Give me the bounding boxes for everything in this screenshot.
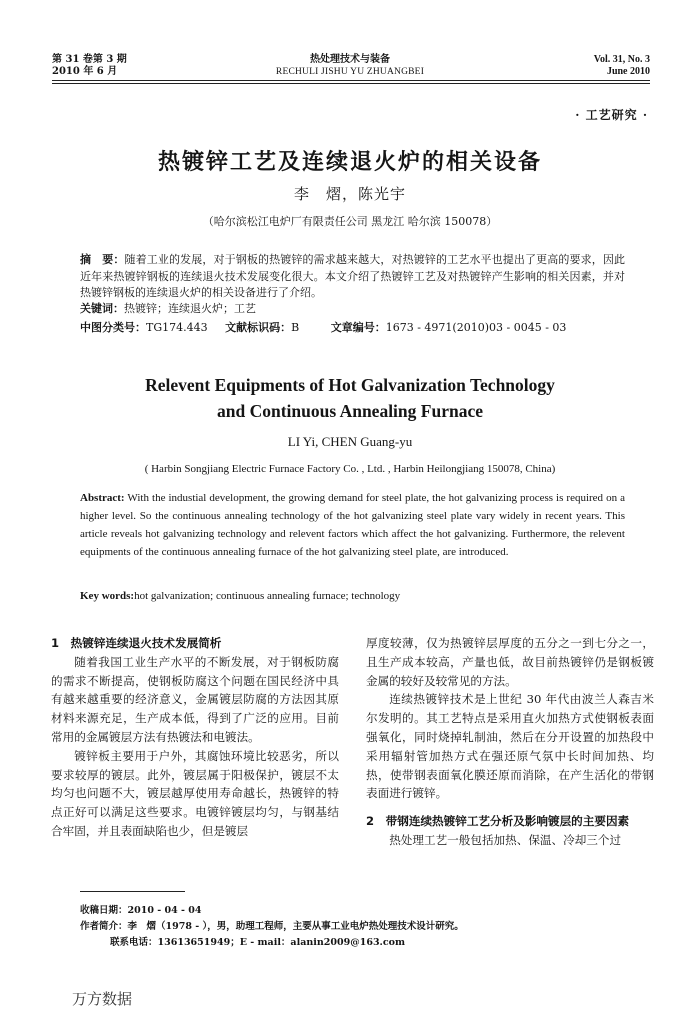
volume-issue-en: Vol. 31, No. 3	[593, 54, 650, 65]
abstract-en-label: Abstract:	[80, 492, 125, 504]
article-title-en-line2: and Continuous Annealing Furnace	[217, 401, 483, 421]
section-2-heading: 2 带钢连续热镀锌工艺分析及影响镀层的主要因素	[366, 814, 630, 829]
section-1-paragraph-1: 随着我国工业生产水平的不断发展，对于钢板防腐的需求不断提高，使钢板防腐这个问题在国民经济中具有越来越重要的经济意义，金属镀层防腐的方法因其原材料来源充足，生产成本低，得到了广泛的应用。目前常用的金属镀层方法有热镀法和电镀法。	[51, 654, 339, 744]
authors-en: LI Yi, CHEN Guang-yu	[287, 434, 413, 449]
footnote-contact: 联系电话：13613651949；E - mail：alanin2009@163.com	[110, 937, 406, 948]
abstract-zh	[80, 252, 625, 302]
article-title-en	[0, 372, 700, 424]
abstract-en	[80, 489, 625, 561]
footnote-received: 收稿日期：2010 - 04 - 04	[80, 905, 202, 916]
article-number-value: 1673 - 4971(2010)03 - 0045 - 03	[385, 321, 567, 334]
article-title-zh: 热镀锌工艺及连续退火炉的相关设备	[157, 150, 542, 175]
article-number-label: 文章编号：	[330, 321, 386, 334]
issue-date-en: June 2010	[606, 66, 650, 77]
section-1-paragraph-2-continued: 厚度较薄，仅为热镀锌层厚度的五分之一到七分之一，且生产成本较高，产量也低，故目前热镀锌仍是钢板镀金属的较好及较常见的方法。	[366, 636, 654, 688]
keywords-zh-text: 热镀锌；连续退火炉；工艺	[124, 302, 256, 315]
clc-value: TG174.443	[146, 321, 208, 334]
journal-name-zh: 热处理技术与装备	[310, 54, 390, 65]
keywords-en-text: hot galvanization; continuous annealing furnace; technology	[134, 590, 401, 602]
clc-label: 中图分类号：	[80, 321, 146, 334]
abstract-zh-label: 摘 要：	[80, 253, 125, 266]
section-1-heading: 1 热镀锌连续退火技术发展简析	[51, 636, 222, 650]
volume-issue-text: 第 31 卷第 3 期	[52, 54, 127, 65]
abstract-en-text: With the industial development, the growing demand for steel plate, the hot galvanizing process is required on a higher level. So the continuous annealing technology of the hot galvanizing steel plate vary widely in recent years. This article reveals hot galvanizing technology and relevent factors which affect the hot galvanizing. Furthermore, the relevent equipments of the continuous annealing furnace of the hot galvanizing steel plate, are introduced.	[80, 492, 625, 558]
watermark: 万方数据	[72, 990, 133, 1008]
affiliation-zh: （哈尔滨松江电炉厂有限责任公司 黑龙江 哈尔滨 150078）	[202, 215, 498, 228]
keywords-en	[80, 590, 625, 602]
header-rule-thick	[52, 80, 650, 81]
section-tag: · 工艺研究 ·	[575, 108, 648, 122]
section-1-paragraph-3: 连续热镀锌技术是上世纪 30 年代由波兰人森吉米尔发明的。其工艺特点是采用直火加热方式使钢板表面强氧化，同时烧掉轧制油，然后在分开设置的加热段中采用辐射管加热方式在强还原气氛中长时间加热、均热，使带钢表面氧化膜还原而消除，在产生活化的带钢表面进行镀锌。	[366, 692, 654, 801]
affiliation-en: ( Harbin Songjiang Electric Furnace Factory Co. , Ltd. , Harbin Heilongjiang 150078, China)	[144, 463, 556, 475]
keywords-en-label: Key words:	[80, 590, 135, 602]
journal-volume-en	[594, 54, 650, 78]
header-rule-thin	[52, 83, 650, 84]
classification-line	[80, 320, 625, 337]
footnote-author-bio: 作者简介：李 熠（1978 - ），男，助理工程师，主要从事工业电炉热处理技术设计研究。	[80, 921, 464, 932]
keywords-zh-label: 关键词：	[80, 302, 124, 315]
body-column-right	[366, 634, 654, 850]
keywords-zh	[80, 301, 625, 318]
section-1-paragraph-2: 镀锌板主要用于户外，其腐蚀环境比较恶劣，所以要求较厚的镀层。此外，镀层属于阳极保护，镀层不太均匀也问题不大，镀层越厚使用寿命越长，热镀锌的特点正好可以满足这些要求。电镀锌镀层均匀，与钢基结合牢固，并且表面缺陷也少，但是镀层	[51, 748, 339, 838]
article-title-en-line1: Relevent Equipments of Hot Galvanization Technology	[145, 375, 555, 395]
issue-date-text: 2010 年 6 月	[52, 66, 118, 77]
authors-zh: 李 熠，陈光宇	[293, 185, 406, 203]
abstract-zh-text: 随着工业的发展，对于钢板的热镀锌的需求越来越大，对热镀锌的工艺水平也提出了更高的要求，因此近年来热镀锌钢板的连续退火技术发展变化很大。本文介绍了热镀锌工艺及对热镀锌产生影响的相关因素，并对热镀锌钢板的连续退火炉的相关设备进行了介绍。	[80, 253, 625, 299]
footnote-rule	[80, 891, 185, 892]
doc-code-label: 文献标识码：	[225, 321, 292, 334]
journal-name-pinyin: RECHULI JISHU YU ZHUANGBEI	[275, 67, 425, 77]
section-2-paragraph-1: 热处理工艺一般包括加热、保温、冷却三个过	[389, 832, 622, 847]
doc-code-value: B	[291, 321, 300, 334]
body-column-left	[51, 634, 339, 841]
